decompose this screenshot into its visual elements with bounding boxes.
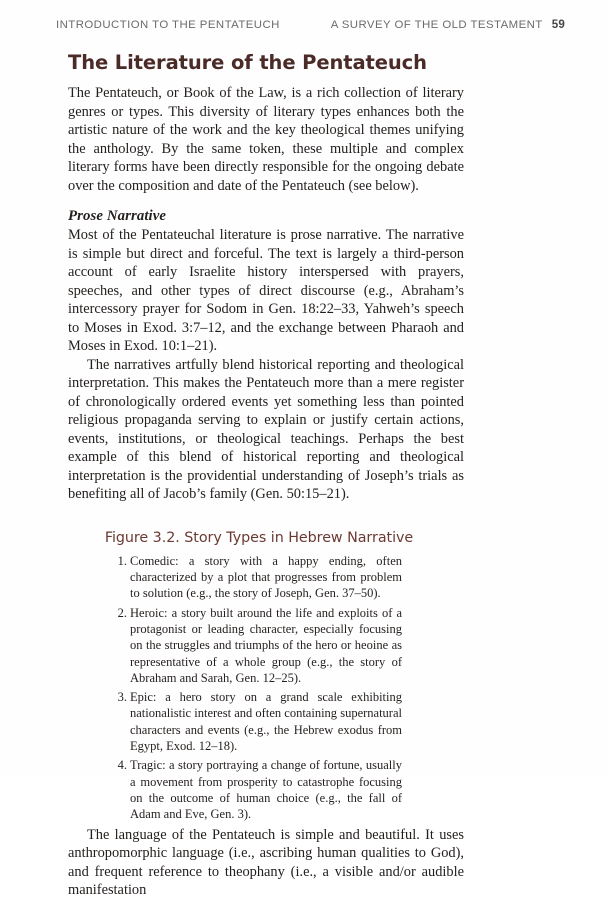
running-head-recto: A SURVEY OF THE OLD TESTAMENT — [330, 19, 543, 31]
running-head-recto-group — [331, 18, 565, 31]
paragraph-prose-narrative-1: Most of the Pentateuchal literature is prose narrative. The narrative is simple but direct and forceful. The text is largely a third-person account of early Israelite history interspersed with prayers, speeches, and other types of direct discourse (e.g., Abraham’s intercessory prayer for Sodom in Gen. 18:22–33, Yahweh’s speech to Moses in Exod. 3:7–12, and the exchange between Pharaoh and Moses in Exod. 10:1–21). — [68, 227, 464, 355]
figure-list — [68, 553, 464, 823]
list-item: Heroic: a story built around the life and exploits of a protagonist or leading character, especially focusing on the struggles and triumphs of the hero or heoine as representative of a whole group (e.g., the story of Abraham and Sarah, Gen. 12–25). — [130, 605, 402, 685]
paragraph-closing: The language of the Pentateuch is simple and beautiful. It uses anthropomorphic language (i.e., ascribing human qualities to God), and frequent reference to theophany (i.e., a visible and/or audible manifestation — [68, 826, 464, 899]
page-title: The Literature of the Pentateuch — [68, 51, 427, 74]
paragraph-prose-narrative-2: The narratives artfully blend historical reporting and theological interpretation. This makes the Pentateuch more than a mere register of chronologically ordered events yet something less than pointed religious propaganda serving to explain or justify certain actions, events, institutions, or theological teachings. Perhaps the best example of this blend of historical reporting and theological interpretation is the providential understanding of Joseph’s trials as benefiting all of Jacob’s family (Gen. 50:15–21). — [68, 356, 464, 503]
figure-3-2 — [68, 530, 464, 823]
page-number: 59 — [551, 18, 565, 31]
subheading-prose-narrative: Prose Narrative — [68, 208, 167, 225]
list-item: Epic: a hero story on a grand scale exhibiting nationalistic interest and often containing supernatural characters and events (e.g., the Hebrew exodus from Egypt, Exod. 12–18). — [130, 690, 402, 754]
list-item: Tragic: a story portraying a change of fortune, usually a movement from prosperity to catastrophe focusing on the outcome of human choice (e.g., the fall of Adam and Eve, Gen. 3). — [130, 758, 402, 822]
list-item: Comedic: a story with a happy ending, often characterized by a plot that progresses from problem to solution (e.g., the story of Joseph, Gen. 37–50). — [130, 553, 402, 601]
figure-caption: Figure 3.2. Story Types in Hebrew Narrative — [104, 529, 414, 546]
running-head-verso: INTRODUCTION TO THE PENTATEUCH — [56, 19, 280, 31]
text-column — [68, 52, 464, 900]
running-head — [56, 18, 565, 36]
paragraph-intro: The Pentateuch, or Book of the Law, is a rich collection of literary genres or types. This diversity of literary types enhances both the artistic nature of the work and the key theological themes unifying the anthology. By the same token, these multiple and complex literary forms have been directly responsible for the ongoing debate over the composition and date of the Pentateuch (see below). — [68, 85, 464, 194]
